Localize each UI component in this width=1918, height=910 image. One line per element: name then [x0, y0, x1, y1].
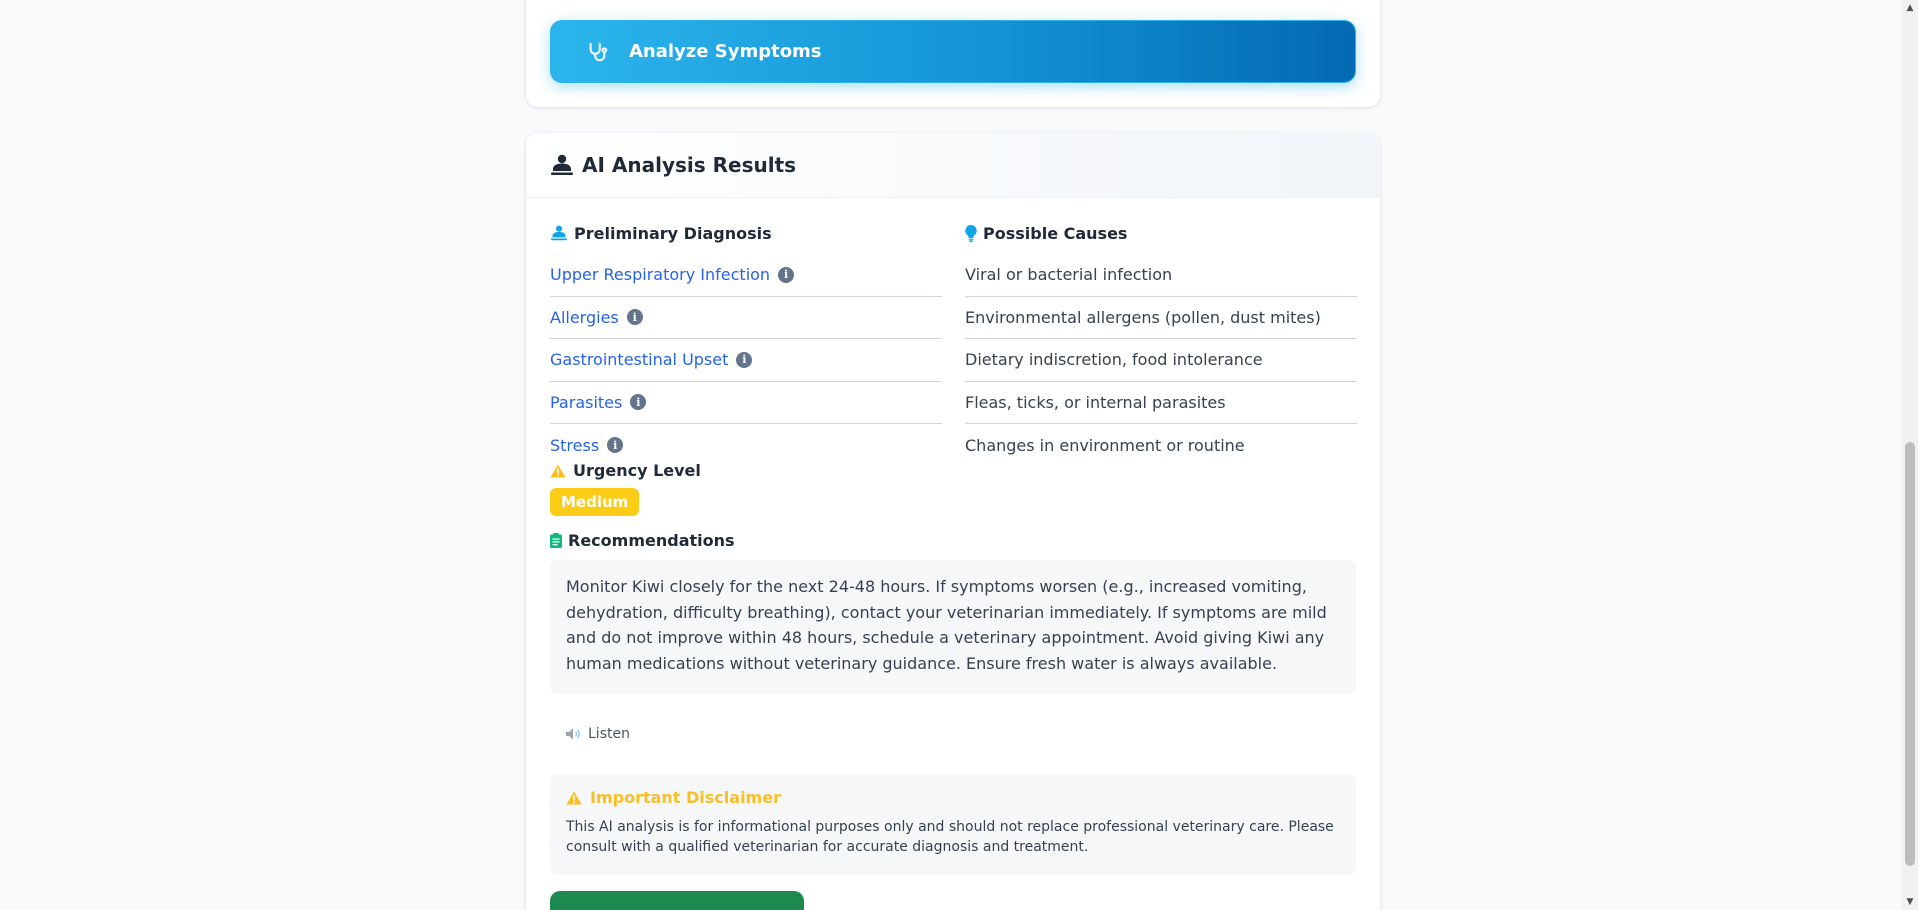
- list-item: [550, 254, 942, 297]
- info-icon[interactable]: i: [778, 267, 794, 283]
- info-icon[interactable]: i: [630, 394, 646, 410]
- cause-text: Dietary indiscretion, food intolerance: [965, 350, 1263, 370]
- list-item: [965, 382, 1357, 425]
- listen-label: Listen: [588, 726, 630, 742]
- diagnosis-list: [550, 254, 942, 467]
- stethoscope-icon: [583, 38, 611, 66]
- urgency-badge: Medium: [550, 488, 639, 516]
- lightbulb-icon: [965, 225, 977, 242]
- list-item: [965, 424, 1357, 467]
- clipboard-icon: [550, 533, 562, 548]
- results-title: AI Analysis Results: [582, 153, 797, 177]
- recommendations-title-label: Recommendations: [568, 531, 735, 550]
- urgency-title-label: Urgency Level: [573, 461, 701, 480]
- doctor-icon: [550, 225, 568, 241]
- list-item: [965, 339, 1357, 382]
- diagnosis-link[interactable]: Stress: [550, 435, 600, 455]
- urgency-title: [550, 461, 701, 480]
- list-item: [965, 297, 1357, 340]
- diagnosis-link[interactable]: Gastrointestinal Upset: [550, 350, 729, 370]
- action-button[interactable]: [550, 891, 804, 910]
- disclaimer-title: [566, 788, 1340, 807]
- analyze-symptoms-button[interactable]: [550, 20, 1356, 83]
- analyze-card: [526, 0, 1380, 107]
- page-scrollbar[interactable]: [1902, 0, 1918, 910]
- listen-button[interactable]: [566, 723, 630, 745]
- analyze-symptoms-label: Analyze Symptoms: [629, 41, 822, 62]
- diagnosis-link[interactable]: Allergies: [550, 307, 619, 327]
- disclaimer-text: This AI analysis is for informational purposes only and should not replace professional veterinary care. Please consult with a qualified veterinarian for accurate diagnosis and treatment.: [566, 819, 1334, 855]
- warning-icon: [550, 464, 566, 478]
- list-item: [550, 339, 942, 382]
- speaker-icon: [566, 728, 582, 740]
- scroll-up-arrow-icon[interactable]: ▲: [1906, 3, 1914, 13]
- causes-list: [965, 254, 1357, 467]
- cause-text: Changes in environment or routine: [965, 435, 1245, 455]
- list-item: [550, 382, 942, 425]
- diagnosis-link[interactable]: Upper Respiratory Infection: [550, 265, 771, 285]
- cause-text: Environmental allergens (pollen, dust mites): [965, 307, 1321, 327]
- doctor-icon: [550, 154, 574, 176]
- cause-text: Fleas, ticks, or internal parasites: [965, 392, 1226, 412]
- diagnosis-section: [550, 221, 942, 467]
- disclaimer-title-label: Important Disclaimer: [590, 788, 781, 807]
- warning-icon: [566, 791, 582, 805]
- list-item: [965, 254, 1357, 297]
- info-icon[interactable]: i: [607, 437, 623, 453]
- scroll-down-arrow-icon[interactable]: ▼: [1906, 897, 1914, 907]
- causes-section: [965, 221, 1357, 467]
- info-icon[interactable]: i: [736, 352, 752, 368]
- scrollbar-thumb[interactable]: [1905, 442, 1915, 866]
- results-header: [526, 133, 1380, 198]
- recommendations-title: [550, 531, 735, 550]
- recommendations-text: Monitor Kiwi closely for the next 24-48 hours. If symptoms worsen (e.g., increased vomiting, dehydration, difficulty breathing), contact your veterinarian immediately. If symptoms are mild and do not improve within 48 hours, schedule a veterinary appointment. Avoid giving Kiwi any human medications without veterinary guidance. Ensure fresh water is always available.: [550, 560, 1356, 694]
- causes-title-label: Possible Causes: [983, 223, 1128, 243]
- cause-text: Viral or bacterial infection: [965, 265, 1173, 285]
- list-item: [550, 297, 942, 340]
- diagnosis-link[interactable]: Parasites: [550, 392, 623, 412]
- disclaimer-box: [550, 774, 1356, 875]
- diagnosis-title-label: Preliminary Diagnosis: [574, 223, 772, 243]
- causes-title: [965, 221, 1357, 245]
- info-icon[interactable]: i: [627, 309, 643, 325]
- results-card: [526, 133, 1380, 910]
- diagnosis-title: [550, 221, 942, 245]
